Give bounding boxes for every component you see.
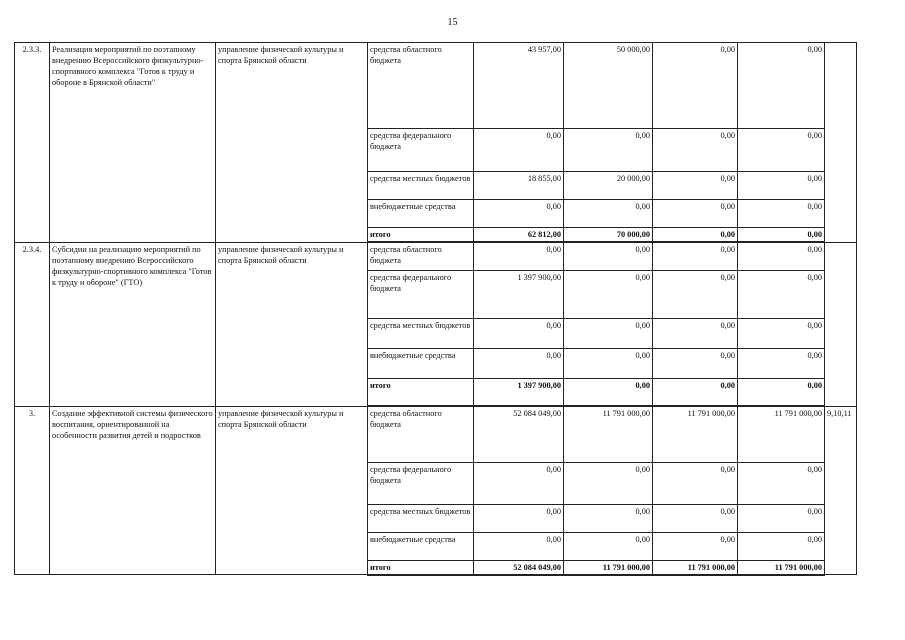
page-number: 15 <box>447 17 458 28</box>
measure-name: Создание эффективной системы физического воспитания, ориентированной на особенности развития детей и подростков <box>50 406 216 575</box>
amount-cell: 0,00 <box>474 532 564 560</box>
amount-cell: 11 791 000,00 <box>564 406 653 462</box>
amount-cell: 0,00 <box>474 242 564 270</box>
total-amount: 0,00 <box>564 378 653 406</box>
total-label: итого <box>368 378 474 406</box>
measure-name: Субсидии на реализацию мероприятий по поэтапному внедрению Всероссийского физкультурно-спортивного комплекса "Готов к труду и обороне" (ГТО) <box>50 242 216 406</box>
funding-source: средства местных бюджетов <box>368 504 474 532</box>
measure-executor: управление физической культуры и спорта Брянской области <box>216 242 368 406</box>
amount-cell: 0,00 <box>564 532 653 560</box>
funding-source: внебюджетные средства <box>368 532 474 560</box>
amount-cell: 0,00 <box>653 318 738 348</box>
amount-cell: 0,00 <box>564 242 653 270</box>
measure-executor: управление физической культуры и спорта Брянской области <box>216 406 368 575</box>
amount-cell: 0,00 <box>564 270 653 318</box>
amount-cell: 52 084 049,00 <box>474 406 564 462</box>
funding-source: средства федерального бюджета <box>368 270 474 318</box>
amount-cell: 0,00 <box>653 532 738 560</box>
amount-cell: 1 397 900,00 <box>474 270 564 318</box>
amount-cell: 20 000,00 <box>564 172 653 200</box>
funding-source: средства областного бюджета <box>368 242 474 270</box>
measure-code: 2.3.3. <box>15 43 50 243</box>
amount-cell: 0,00 <box>738 43 825 129</box>
amount-cell: 0,00 <box>738 318 825 348</box>
total-amount: 70 000,00 <box>564 228 653 243</box>
amount-cell: 50 000,00 <box>564 43 653 129</box>
amount-cell: 0,00 <box>653 43 738 129</box>
amount-cell: 0,00 <box>738 200 825 228</box>
measure-code: 3. <box>15 406 50 575</box>
amount-cell: 0,00 <box>653 270 738 318</box>
amount-cell: 0,00 <box>653 172 738 200</box>
total-amount: 11 791 000,00 <box>738 560 825 575</box>
total-amount: 0,00 <box>653 378 738 406</box>
amount-cell: 0,00 <box>738 129 825 172</box>
amount-cell: 0,00 <box>474 129 564 172</box>
funding-source: средства местных бюджетов <box>368 318 474 348</box>
funding-source: средства федерального бюджета <box>368 129 474 172</box>
total-label: итого <box>368 228 474 243</box>
measure-executor: управление физической культуры и спорта Брянской области <box>216 43 368 243</box>
amount-cell: 0,00 <box>738 270 825 318</box>
amount-cell: 0,00 <box>738 462 825 504</box>
amount-cell: 43 957,00 <box>474 43 564 129</box>
amount-cell: 0,00 <box>738 348 825 378</box>
total-amount: 52 084 049,00 <box>474 560 564 575</box>
amount-cell: 0,00 <box>653 462 738 504</box>
amount-cell: 0,00 <box>474 318 564 348</box>
funding-source: средства федерального бюджета <box>368 462 474 504</box>
budget-table-body <box>15 43 857 575</box>
total-amount: 0,00 <box>653 228 738 243</box>
table-row <box>15 406 857 462</box>
amount-cell: 0,00 <box>653 504 738 532</box>
funding-source: средства областного бюджета <box>368 43 474 129</box>
indicator-refs <box>825 43 857 243</box>
indicator-refs: 9,10,11 <box>825 406 857 575</box>
amount-cell: 0,00 <box>474 348 564 378</box>
table-row <box>15 43 857 129</box>
table-row <box>15 242 857 270</box>
amount-cell: 0,00 <box>564 129 653 172</box>
amount-cell: 0,00 <box>564 348 653 378</box>
amount-cell: 11 791 000,00 <box>738 406 825 462</box>
total-amount: 62 812,00 <box>474 228 564 243</box>
amount-cell: 0,00 <box>738 242 825 270</box>
measure-name: Реализация мероприятий по поэтапному внедрению Всероссийского физкультурно-спортивного комплекса "Готов к труду и обороне в Брянской области" <box>50 43 216 243</box>
funding-source: средства областного бюджета <box>368 406 474 462</box>
amount-cell: 0,00 <box>653 348 738 378</box>
funding-source: средства местных бюджетов <box>368 172 474 200</box>
total-amount: 0,00 <box>738 378 825 406</box>
total-amount: 11 791 000,00 <box>564 560 653 575</box>
amount-cell: 0,00 <box>738 532 825 560</box>
amount-cell: 0,00 <box>564 504 653 532</box>
amount-cell: 0,00 <box>738 504 825 532</box>
amount-cell: 0,00 <box>474 462 564 504</box>
amount-cell: 0,00 <box>564 318 653 348</box>
amount-cell: 18 855,00 <box>474 172 564 200</box>
indicator-refs <box>825 242 857 406</box>
amount-cell: 0,00 <box>653 242 738 270</box>
amount-cell: 0,00 <box>474 504 564 532</box>
amount-cell: 11 791 000,00 <box>653 406 738 462</box>
amount-cell: 0,00 <box>564 200 653 228</box>
total-label: итого <box>368 560 474 575</box>
funding-source: внебюджетные средства <box>368 348 474 378</box>
amount-cell: 0,00 <box>564 462 653 504</box>
amount-cell: 0,00 <box>474 200 564 228</box>
total-amount: 0,00 <box>738 228 825 243</box>
measure-code: 2.3.4. <box>15 242 50 406</box>
total-amount: 1 397 900,00 <box>474 378 564 406</box>
amount-cell: 0,00 <box>653 200 738 228</box>
funding-source: внебюджетные средства <box>368 200 474 228</box>
budget-table <box>14 42 857 576</box>
amount-cell: 0,00 <box>738 172 825 200</box>
total-amount: 11 791 000,00 <box>653 560 738 575</box>
amount-cell: 0,00 <box>653 129 738 172</box>
